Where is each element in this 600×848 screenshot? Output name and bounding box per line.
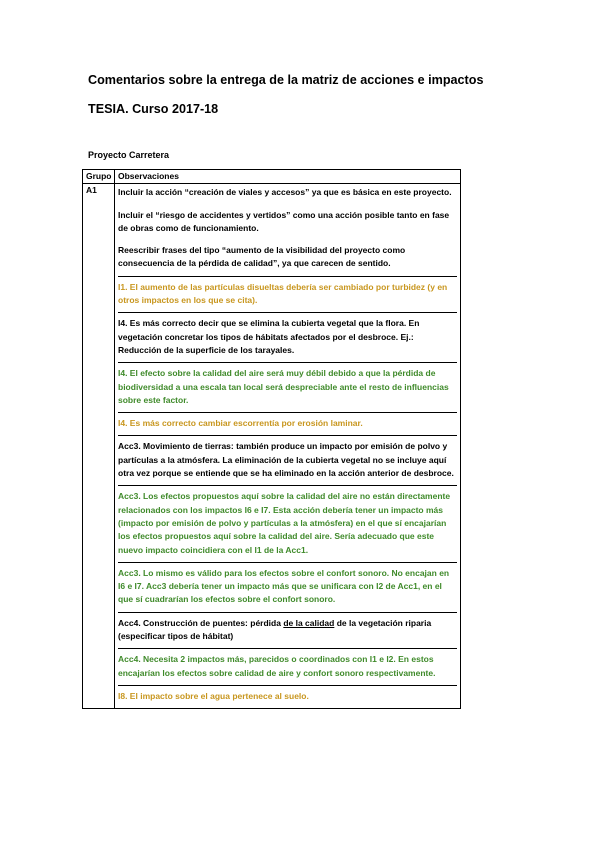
observation-text: Incluir la acción “creación de viales y accesos” ya que es básica en este proyecto. xyxy=(118,187,452,198)
observation-list xyxy=(118,184,457,611)
observation-entry xyxy=(118,648,457,685)
observations-table xyxy=(82,169,461,709)
observation-entry-acc4 xyxy=(118,612,457,649)
course-title: TESIA. Curso 2017-18 xyxy=(88,102,219,116)
observation-text: Incluir el “riesgo de accidentes y vertidos” como una acción posible tanto en fase de obras como de funcionamiento. xyxy=(118,209,450,233)
observation-entry xyxy=(118,435,457,485)
observations-cell xyxy=(115,184,461,709)
observation-text: Acc3. Movimiento de tierras: también produce un impacto por emisión de polvo y partículas a la atmósfera. La eliminación de la cubierta vegetal no se incluye aquí otra vez porque se entiende que se ha eliminado en la acción anterior de desbroce. xyxy=(118,441,454,479)
observation-text: Acc3. Los efectos propuestos aquí sobre la calidad del aire no están directamente relacionados con los impactos I6 e I7. Esta acción debería tener un impacto más (impacto por emisión de polvo y partículas a la atmósfera) en el que sí encajarían los efectos propuestos aquí sobre la calidad del aire. Sería adecuado que este nuevo impacto coincidiera con el I1 de la Acc1. xyxy=(118,491,451,555)
acc4-underlined-text: de la calidad xyxy=(283,617,335,628)
observation-text: Reescribir frases del tipo “aumento de la visibilidad del proyecto como consecuencia de la pérdida de calidad”, ya que carecen de sentido. xyxy=(118,245,406,269)
observation-text: Acc3. Lo mismo es válido para los efectos sobre el confort sonoro. No encajan en I6 e I7. Acc3 debería tener un impacto más que se unificara con I2 de Acc1, en el que sí cuadrarían los efectos sobre el confort sonoro. xyxy=(118,567,450,605)
observation-entry xyxy=(118,362,457,412)
acc4-text-start: Acc4. Construcción de puentes: pérdida xyxy=(118,617,284,628)
observation-entry xyxy=(118,685,457,708)
observation-text: I1. El aumento de las partículas disueltas debería ser cambiado por turbidez (y en otros impactos en los que se cita). xyxy=(118,281,448,306)
table-row xyxy=(83,184,461,709)
group-cell: A1 xyxy=(83,184,115,709)
observation-list-2 xyxy=(118,648,457,708)
observation-entry xyxy=(118,562,457,612)
observation-entry xyxy=(118,184,457,275)
acc4-text-end: de la vegetación riparia (especificar tipos de hábitat) xyxy=(118,617,432,642)
observation-text xyxy=(118,617,457,644)
observation-entry xyxy=(118,485,457,561)
observation-text: Acc4. Necesita 2 impactos más, parecidos o coordinados con I1 e I2. En estos encajarían los efectos sobre calidad de aire y confort sonoro respectivamente. xyxy=(118,654,436,678)
observation-text: I8. El impacto sobre el agua pertenece al suelo. xyxy=(118,690,309,701)
observation-text: I4. Es más correcto cambiar escorrentía por erosión laminar. xyxy=(118,418,363,429)
observation-entry xyxy=(118,276,457,313)
document-title: Comentarios sobre la entrega de la matriz de acciones e impactos xyxy=(88,73,484,87)
observation-text: I4. El efecto sobre la calidad del aire será muy débil debido a que la pérdida de biodiversidad a una escala tan local será despreciable ante el resto de influencias sobre este factor. xyxy=(118,368,449,405)
observation-text: I4. Es más correcto decir que se elimina la cubierta vegetal que la flora. En vegetación concretar los tipos de hábitats afectados por el desbroce. Ej.: Reducción de la superficie de los tarayales. xyxy=(118,318,420,355)
table-header-row xyxy=(83,170,461,184)
observation-entry xyxy=(118,412,457,435)
observation-entry xyxy=(118,312,457,362)
header-observaciones: Observaciones xyxy=(115,170,461,184)
project-subtitle: Proyecto Carretera xyxy=(88,150,170,160)
header-grupo: Grupo xyxy=(83,170,115,184)
